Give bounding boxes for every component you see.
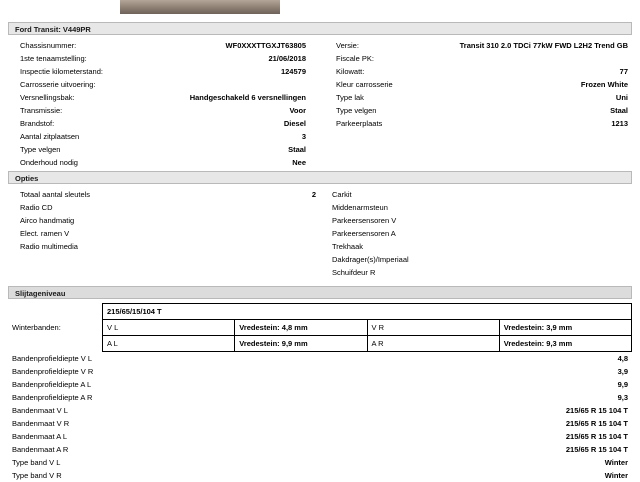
wear-detail-value: 3,9 — [617, 367, 628, 376]
option-item — [8, 227, 320, 240]
detail-key: Kleur carrosserie — [336, 80, 393, 89]
option-item — [8, 240, 320, 253]
detail-key: Carrosserie uitvoering: — [20, 80, 96, 89]
wear-detail-label: Type band V R — [12, 471, 62, 480]
wear-detail-value: 215/65 R 15 104 T — [565, 419, 628, 428]
tyre-measure-ar: Vredestein: 9,3 mm — [499, 336, 631, 352]
wear-detail-label: Bandenmaat A R — [12, 445, 69, 454]
options-header-bar — [8, 171, 632, 184]
detail-value: 1213 — [611, 119, 628, 128]
wear-detail-label: Bandenmaat V L — [12, 406, 68, 415]
detail-row — [324, 91, 632, 104]
option-label: Parkeersensoren V — [332, 216, 397, 225]
tyre-measure-vl: Vredestein: 4,8 mm — [235, 320, 367, 336]
option-item — [320, 266, 632, 279]
detail-row — [8, 91, 310, 104]
option-item — [8, 201, 320, 214]
detail-key: Transmissie: — [20, 106, 63, 115]
option-label: Carkit — [332, 190, 352, 199]
wear-detail-label: Bandenprofieldiepte A R — [12, 393, 93, 402]
tyre-position-vr: V R — [367, 320, 499, 336]
wear-detail-value: 215/65 R 15 104 T — [565, 445, 628, 454]
detail-row — [8, 52, 310, 65]
option-label: Schuifdeur R — [332, 268, 376, 277]
page-title: Ford Transit: V449PR — [15, 25, 91, 34]
wear-detail-label: Bandenprofieldiepte V L — [12, 354, 93, 363]
wear-title: Slijtageniveau — [15, 289, 66, 298]
detail-value: WF0XXXTTGXJT63805 — [225, 41, 306, 50]
wear-detail-value: 9,9 — [617, 380, 628, 389]
detail-value: 21/06/2018 — [268, 54, 306, 63]
detail-row — [324, 39, 632, 52]
wear-detail-label: Bandenmaat A L — [12, 432, 68, 441]
tyre-position-al: A L — [103, 336, 235, 352]
wear-header-bar — [8, 286, 632, 299]
wear-detail-value: Winter — [604, 471, 628, 480]
detail-row — [324, 52, 632, 65]
detail-row — [8, 156, 310, 169]
option-label: Trekhaak — [332, 242, 363, 251]
options-left — [8, 188, 320, 279]
detail-key: Chassisnummer: — [20, 41, 77, 50]
wear-detail-label: Bandenmaat V R — [12, 419, 70, 428]
detail-row — [324, 78, 632, 91]
vehicle-details-section — [8, 35, 632, 171]
wear-detail-row — [8, 391, 632, 404]
option-value: 2 — [311, 190, 316, 199]
wear-detail-row — [8, 417, 632, 430]
detail-key: Versie: — [336, 41, 359, 50]
option-label: Middenarmsteun — [332, 203, 388, 212]
wear-detail-row — [8, 443, 632, 456]
option-label: Radio multimedia — [20, 242, 78, 251]
wear-detail-row — [8, 456, 632, 469]
detail-value: Nee — [292, 158, 306, 167]
option-label: Dakdrager(s)/Imperiaal — [332, 255, 409, 264]
table-row — [8, 320, 632, 336]
wear-detail-row — [8, 404, 632, 417]
wear-detail-value: 215/65 R 15 104 T — [565, 406, 628, 415]
wear-detail-label: Bandenprofieldiepte A L — [12, 380, 92, 389]
detail-value: 124579 — [280, 67, 306, 76]
option-item — [320, 188, 632, 201]
detail-key: Inspectie kilometerstand: — [20, 67, 103, 76]
table-row — [8, 336, 632, 352]
detail-key: 1ste tenaamstelling: — [20, 54, 87, 63]
vehicle-photo — [120, 0, 280, 14]
vehicle-details-left — [8, 39, 320, 169]
detail-key: Kilowatt: — [336, 67, 365, 76]
detail-row — [324, 65, 632, 78]
detail-value: 3 — [301, 132, 306, 141]
detail-value: Frozen White — [580, 80, 628, 89]
option-item — [8, 214, 320, 227]
detail-row — [8, 143, 310, 156]
detail-value: Voor — [289, 106, 306, 115]
option-label: Totaal aantal sleutels — [20, 190, 91, 199]
wear-detail-value: 215/65 R 15 104 T — [565, 432, 628, 441]
tyre-position-ar: A R — [367, 336, 499, 352]
wear-detail-row — [8, 430, 632, 443]
option-item — [320, 253, 632, 266]
detail-key: Brandstof: — [20, 119, 55, 128]
detail-row — [8, 65, 310, 78]
winter-tyres-label: Winterbanden: — [12, 323, 61, 332]
detail-key: Fiscale PK: — [336, 54, 374, 63]
wear-details-list — [8, 352, 632, 480]
detail-value: Staal — [288, 145, 306, 154]
detail-value: 77 — [619, 67, 628, 76]
wear-detail-row — [8, 378, 632, 391]
detail-key: Versnellingsbak: — [20, 93, 75, 102]
wear-detail-value: Winter — [604, 458, 628, 467]
options-section — [8, 184, 632, 283]
detail-row — [8, 130, 310, 143]
detail-key: Aantal zitplaatsen — [20, 132, 80, 141]
wear-detail-label: Type band V L — [12, 458, 61, 467]
winter-tyre-table — [8, 303, 632, 352]
detail-value: Uni — [615, 93, 628, 102]
option-label: Radio CD — [20, 203, 53, 212]
wear-section — [8, 303, 632, 480]
detail-key: Parkeerplaats — [336, 119, 383, 128]
detail-value: Staal — [610, 106, 628, 115]
vehicle-details-right — [320, 39, 632, 169]
vehicle-header-bar — [8, 22, 632, 35]
detail-row — [8, 117, 310, 130]
wear-detail-row — [8, 365, 632, 378]
detail-key: Onderhoud nodig — [20, 158, 78, 167]
detail-row — [324, 104, 632, 117]
detail-row — [8, 78, 310, 91]
detail-row — [324, 117, 632, 130]
wear-detail-value: 9,3 — [617, 393, 628, 402]
option-item — [8, 188, 320, 201]
detail-value: Transit 310 2.0 TDCi 77kW FWD L2H2 Trend GB — [459, 41, 628, 50]
tyre-measure-vr: Vredestein: 3,9 mm — [499, 320, 631, 336]
top-photo-strip — [0, 0, 640, 22]
detail-key: Type velgen — [20, 145, 61, 154]
winter-tyre-size: 215/65/15/104 T — [103, 304, 632, 320]
options-right — [320, 188, 632, 279]
wear-detail-row — [8, 469, 632, 480]
option-item — [320, 214, 632, 227]
option-label: Elect. ramen V — [20, 229, 70, 238]
table-row — [8, 304, 632, 320]
detail-key: Type lak — [336, 93, 364, 102]
wear-detail-label: Bandenprofieldiepte V R — [12, 367, 94, 376]
option-item — [320, 227, 632, 240]
wear-detail-row — [8, 352, 632, 365]
tyre-position-vl: V L — [103, 320, 235, 336]
option-item — [320, 201, 632, 214]
option-label: Parkeersensoren A — [332, 229, 396, 238]
detail-row — [8, 104, 310, 117]
detail-key: Type velgen — [336, 106, 377, 115]
options-title: Opties — [15, 174, 39, 183]
detail-value: Handgeschakeld 6 versnellingen — [189, 93, 306, 102]
detail-value: Diesel — [283, 119, 306, 128]
detail-row — [8, 39, 310, 52]
tyre-measure-al: Vredestein: 9,9 mm — [235, 336, 367, 352]
option-item — [320, 240, 632, 253]
option-label: Airco handmatig — [20, 216, 75, 225]
wear-detail-value: 4,8 — [617, 354, 628, 363]
